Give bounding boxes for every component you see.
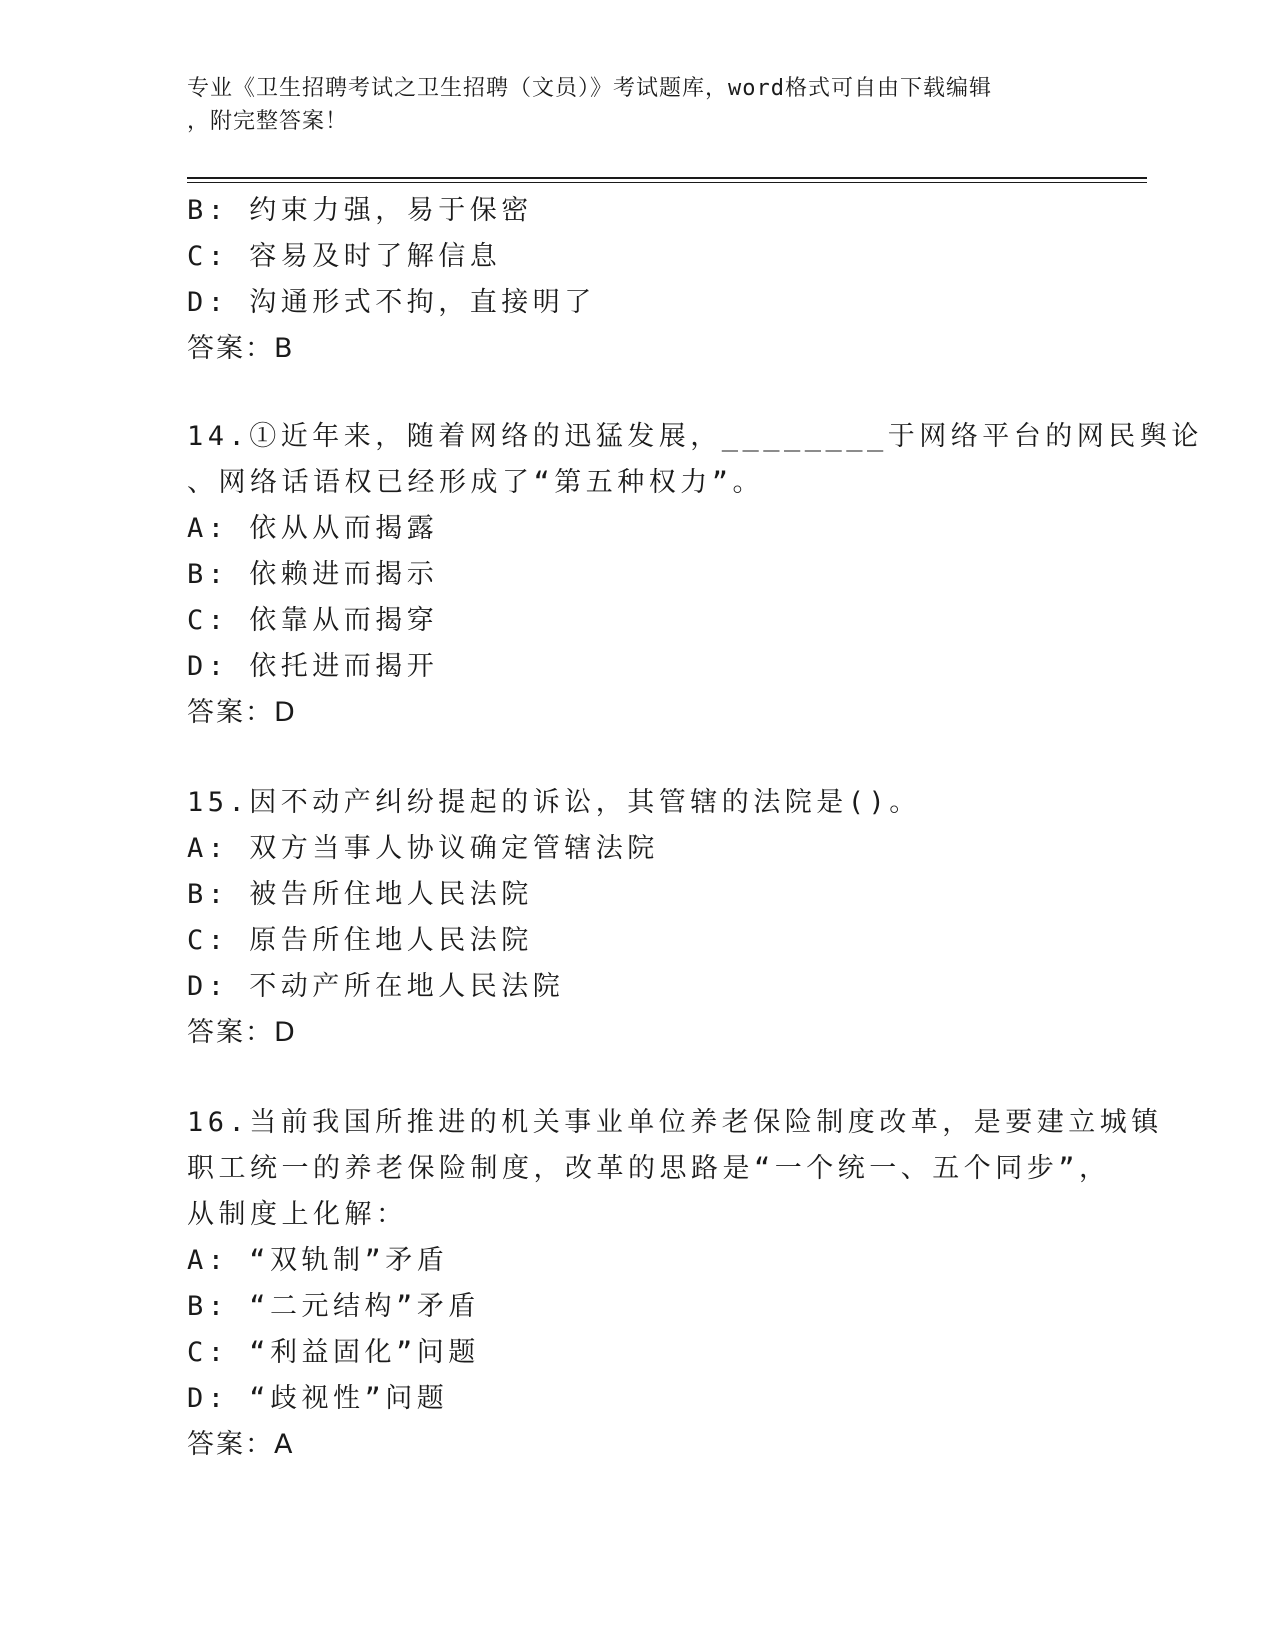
- question-stem-line: 15.因不动产纠纷提起的诉讼，其管辖的法院是()。: [187, 787, 921, 818]
- option-d: D: 沟通形式不拘，直接明了: [187, 287, 596, 318]
- option-c: C: 容易及时了解信息: [187, 241, 502, 272]
- option-c: C: 依靠从而揭穿: [187, 605, 439, 636]
- option-b: B: 被告所住地人民法院: [187, 879, 533, 910]
- document-header: [187, 72, 1067, 138]
- option-b: B: 依赖进而揭示: [187, 559, 439, 590]
- option-a: A: “双轨制”矛盾: [187, 1245, 449, 1276]
- option-d: D: 依托进而揭开: [187, 651, 439, 682]
- question-15: [187, 780, 1107, 1056]
- question-stem-line: 从制度上化解：: [187, 1199, 408, 1230]
- option-a: A: 依从从而揭露: [187, 513, 439, 544]
- answer-label: 答案：D: [187, 1017, 297, 1048]
- question-13: [187, 188, 1107, 372]
- header-line-1: 专业《卫生招聘考试之卫生招聘（文员）》考试题库，word格式可自由下载编辑: [187, 76, 992, 101]
- option-c: C: 原告所住地人民法院: [187, 925, 533, 956]
- question-list: [187, 188, 1203, 1468]
- option-d: D: “歧视性”问题: [187, 1383, 449, 1414]
- question-14: [187, 414, 1203, 736]
- option-b: B: 约束力强，易于保密: [187, 195, 533, 226]
- question-stem-line: 14.①近年来，随着网络的迅猛发展，________于网络平台的网民舆论: [187, 421, 1203, 452]
- option-d: D: 不动产所在地人民法院: [187, 971, 565, 1002]
- header-divider-thick: [187, 177, 1147, 179]
- option-c: C: “利益固化”问题: [187, 1337, 480, 1368]
- question-16: [187, 1100, 1163, 1468]
- question-stem-line: 职工统一的养老保险制度，改革的思路是“一个统一、五个同步”，: [187, 1153, 1111, 1184]
- answer-label: 答案：A: [187, 1429, 295, 1460]
- option-a: A: 双方当事人协议确定管辖法院: [187, 833, 659, 864]
- option-b: B: “二元结构”矛盾: [187, 1291, 480, 1322]
- question-stem-line: 、网络话语权已经形成了“第五种权力”。: [187, 467, 765, 498]
- header-line-2: ，附完整答案！: [187, 109, 349, 134]
- header-divider-thin: [187, 182, 1147, 183]
- answer-label: 答案：D: [187, 697, 297, 728]
- question-stem-line: 16.当前我国所推进的机关事业单位养老保险制度改革，是要建立城镇: [187, 1107, 1163, 1138]
- answer-label: 答案：B: [187, 333, 295, 364]
